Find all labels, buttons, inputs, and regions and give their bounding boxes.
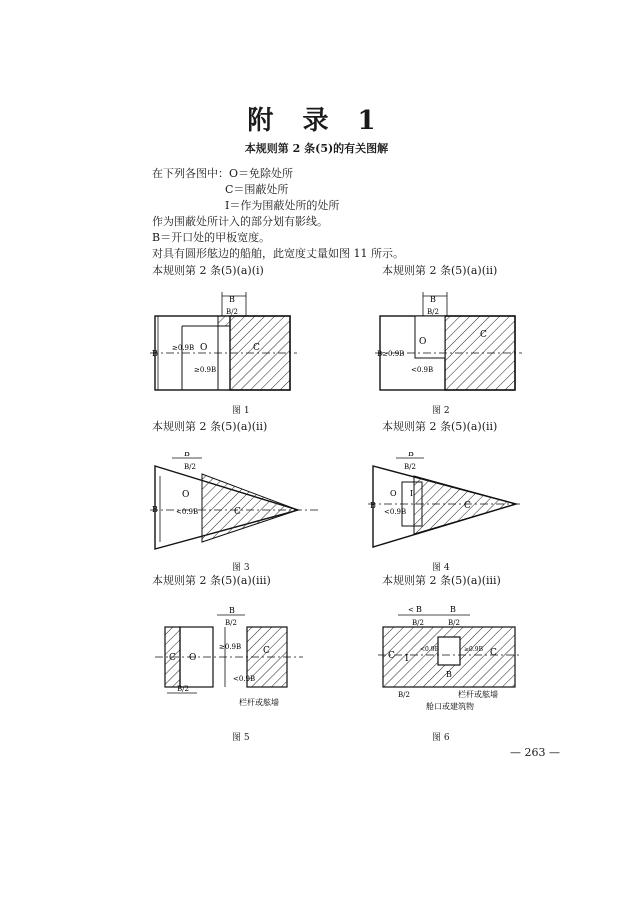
intro-line-6: 对具有圆形舷边的船舶，此宽度丈量如图 11 所示。 xyxy=(152,247,404,260)
figure-2-diagram xyxy=(375,292,523,394)
fig6-label-lt: < xyxy=(408,606,414,614)
heading-fig3: 本规则第 2 条(5)(a)(ii) xyxy=(152,420,268,433)
intro-line-4: 作为围蔽处所计入的部分划有影线。 xyxy=(152,215,328,228)
fig6-label-B2-left: B/2 xyxy=(412,619,424,627)
fig6-label-railing: 栏杆或舷墙 xyxy=(458,690,498,699)
fig1-label-ge09B-1: ≥0.9B xyxy=(172,344,195,352)
fig6-label-B-right: B xyxy=(450,605,456,614)
fig6-label-C-right: C xyxy=(490,648,497,658)
figure-3-diagram xyxy=(150,452,320,552)
fig5-label-ge09B: ≥0.9B xyxy=(219,643,242,651)
fig1-small-enclosed xyxy=(218,316,230,326)
fig3-label-B: B xyxy=(184,452,190,458)
heading-fig2: 本规则第 2 条(5)(a)(ii) xyxy=(382,264,498,277)
fig4-label-O: O xyxy=(390,489,397,498)
fig1-label-O: O xyxy=(200,343,208,353)
fig4-label-lt09B: <0.9B xyxy=(384,508,407,516)
fig6-label-B2-bottom: B/2 xyxy=(398,691,410,699)
fig1-label-B: B xyxy=(229,295,235,304)
heading-fig1: 本规则第 2 条(5)(a)(i) xyxy=(152,264,264,277)
fig3-enclosed-area xyxy=(202,474,298,542)
fig4-label-B2: B/2 xyxy=(404,463,416,471)
fig2-label-B2: B/2 xyxy=(427,308,439,316)
fig6-hatch-opening xyxy=(438,637,460,665)
caption-fig1: 图 1 xyxy=(232,406,250,416)
intro-line-2: C＝围蔽处所 xyxy=(225,183,289,196)
heading-fig5: 本规则第 2 条(5)(a)(iii) xyxy=(152,574,271,587)
fig2-label-lt09B: <0.9B xyxy=(411,366,434,374)
caption-fig5: 图 5 xyxy=(232,733,250,743)
fig6-label-B2-right: B/2 xyxy=(448,619,460,627)
intro-line-1: 在下列各图中：O＝免除处所 xyxy=(152,167,294,180)
fig1-label-C: C xyxy=(253,343,260,353)
fig5-label-B: B xyxy=(229,606,235,615)
fig5-label-railing: 栏杆或舷墙 xyxy=(239,698,279,707)
fig1-label-B2: B/2 xyxy=(226,308,238,316)
figure-4-diagram xyxy=(368,452,523,552)
fig4-label-B: B xyxy=(408,452,414,458)
fig6-label-I: I xyxy=(405,654,409,664)
heading-fig4: 本规则第 2 条(5)(a)(ii) xyxy=(382,420,498,433)
fig3-label-lt09B: <0.9B xyxy=(176,508,199,516)
fig6-label-C-left: C xyxy=(388,651,395,661)
fig5-label-O: O xyxy=(189,653,197,663)
fig4-label-I: I xyxy=(410,489,414,498)
fig4-label-C: C xyxy=(464,501,471,511)
fig6-label-B: B xyxy=(446,670,452,679)
fig6-label-lt09B: <0.9B xyxy=(420,646,439,653)
fig5-label-B2-bottom: B/2 xyxy=(177,685,189,693)
fig3-label-B2: B/2 xyxy=(184,463,196,471)
fig5-label-C-right: C xyxy=(263,646,270,656)
fig4-label-B-side: B xyxy=(370,501,376,510)
caption-fig2: 图 2 xyxy=(432,406,450,416)
page-title: 附 录 1 xyxy=(247,106,386,136)
fig6-label-hatch: 舱口或建筑物 xyxy=(426,702,474,711)
figure-5-diagram xyxy=(155,605,305,710)
fig3-label-O: O xyxy=(182,490,190,500)
page-subtitle: 本规则第 2 条(5)的有关图解 xyxy=(244,142,389,155)
fig5-label-lt09B: <0.9B xyxy=(233,675,256,683)
fig6-label-ge09B: ≥0.9B xyxy=(464,646,483,653)
fig1-label-B-side: B xyxy=(152,349,158,358)
fig2-label-C: C xyxy=(480,330,487,340)
fig5-label-B2: B/2 xyxy=(225,619,237,627)
figure-6-diagram xyxy=(378,603,523,713)
caption-fig3: 图 3 xyxy=(232,563,250,573)
fig3-label-C: C xyxy=(234,507,241,517)
figure-1-diagram xyxy=(150,292,298,394)
heading-fig6: 本规则第 2 条(5)(a)(iii) xyxy=(382,574,501,587)
fig6-label-B-left: B xyxy=(416,605,422,614)
intro-line-5: B＝开口处的甲板宽度。 xyxy=(152,231,271,244)
page-number: — 263 — xyxy=(510,746,560,759)
caption-fig6: 图 6 xyxy=(432,733,450,743)
fig1-label-ge09B-2: ≥0.9B xyxy=(194,366,217,374)
fig5-label-C-left: C xyxy=(169,653,176,663)
fig2-label-B: B xyxy=(430,295,436,304)
caption-fig4: 图 4 xyxy=(432,563,450,573)
fig3-label-B-side: B xyxy=(152,505,158,514)
fig2-label-O: O xyxy=(419,337,427,347)
fig2-label-B-ge09B: B≥0.9B xyxy=(377,350,405,358)
intro-line-3: I＝作为围蔽处所的处所 xyxy=(225,199,340,212)
